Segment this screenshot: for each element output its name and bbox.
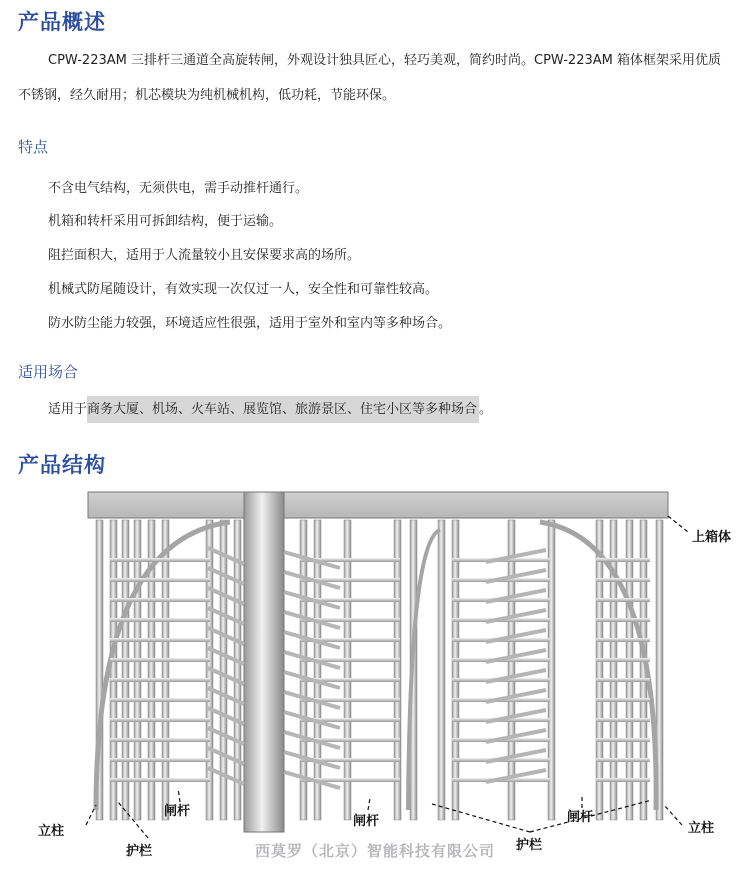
gate-bar: [596, 738, 650, 742]
gate-bar: [596, 778, 650, 782]
label-upper-cabinet: 上箱体: [692, 530, 732, 545]
gate-bar: [110, 618, 210, 622]
label-gate-bar-2: 闸杆: [353, 814, 380, 829]
turnstile-diagram: [0, 480, 750, 840]
gate-bar: [596, 558, 650, 562]
gate-bar: [596, 658, 650, 662]
applications-text: [48, 398, 492, 417]
gate-bar: [110, 658, 210, 662]
gate-bar: [110, 578, 210, 582]
gate-bar: [596, 598, 650, 602]
post: [626, 520, 633, 820]
label-guardrail-center: 护栏: [516, 838, 543, 853]
post: [548, 520, 555, 820]
feature-item: 机箱和转杆采用可拆卸结构，便于运输。: [48, 214, 283, 229]
label-post-left: 立柱: [38, 824, 65, 839]
gate-bar: [110, 558, 210, 562]
applications-suffix: 。: [479, 402, 493, 417]
gate-bar: [110, 698, 210, 702]
bars: [110, 548, 650, 788]
post: [234, 520, 241, 820]
feature-item: 阻拦面积大，适用于人流量较小且安保要求高的场所。: [48, 248, 361, 263]
feature-item: 不含电气结构，无须供电，需手动推杆通行。: [48, 181, 309, 196]
gate-bar: [596, 638, 650, 642]
post: [122, 520, 129, 820]
post: [110, 520, 117, 820]
gate-bar: [596, 618, 650, 622]
post: [452, 520, 459, 820]
structure-title: 产品结构: [18, 453, 106, 477]
post: [438, 520, 445, 820]
label-gate-bar-1: 闸杆: [164, 804, 191, 819]
gate-bar: [110, 678, 210, 682]
gate-bar: [596, 678, 650, 682]
gate-bar: [596, 758, 650, 762]
gate-bar: [110, 778, 210, 782]
gate-bar: [110, 758, 210, 762]
gate-bar: [110, 638, 210, 642]
label-gate-bar-3: 闸杆: [567, 810, 594, 825]
overview-title: 产品概述: [18, 10, 106, 34]
applications-highlight: 商务大厦、机场、火车站、展览馆、旅游景区、住宅小区等多种场合: [87, 396, 479, 423]
gate-bar: [110, 598, 210, 602]
overview-text: CPW-223AM 三排杆三通道全高旋转闸，外观设计独具匠心，轻巧美观，简约时尚。CPW-223AM 箱体框架采用优质不锈钢，经久耐用；机芯模块为纯机械机构，低功耗，节能环保。: [18, 53, 721, 103]
label-post-right: 立柱: [688, 821, 715, 836]
post: [394, 520, 401, 820]
gate-bar: [110, 738, 210, 742]
gate-bar: [596, 698, 650, 702]
applications-title: 适用场合: [18, 363, 79, 381]
gate-bar: [110, 718, 210, 722]
label-guardrail-left: 护栏: [126, 844, 153, 859]
applications-prefix: 适用于: [48, 402, 88, 417]
features-title: 特点: [18, 138, 49, 156]
post: [162, 520, 169, 820]
post: [344, 520, 351, 820]
overview-paragraph: [18, 43, 733, 113]
gate-bar: [596, 718, 650, 722]
post: [314, 520, 321, 820]
post: [134, 520, 141, 820]
posts: [96, 520, 663, 820]
post: [596, 520, 603, 820]
feature-item: 防水防尘能力较强，环境适应性很强，适用于室外和室内等多种场合。: [48, 316, 452, 331]
company-watermark: 西莫罗（北京）智能科技有限公司: [254, 842, 495, 860]
feature-item: 机械式防尾随设计，有效实现一次仅过一人，安全性和可靠性较高。: [48, 282, 439, 297]
gate-bar: [596, 578, 650, 582]
